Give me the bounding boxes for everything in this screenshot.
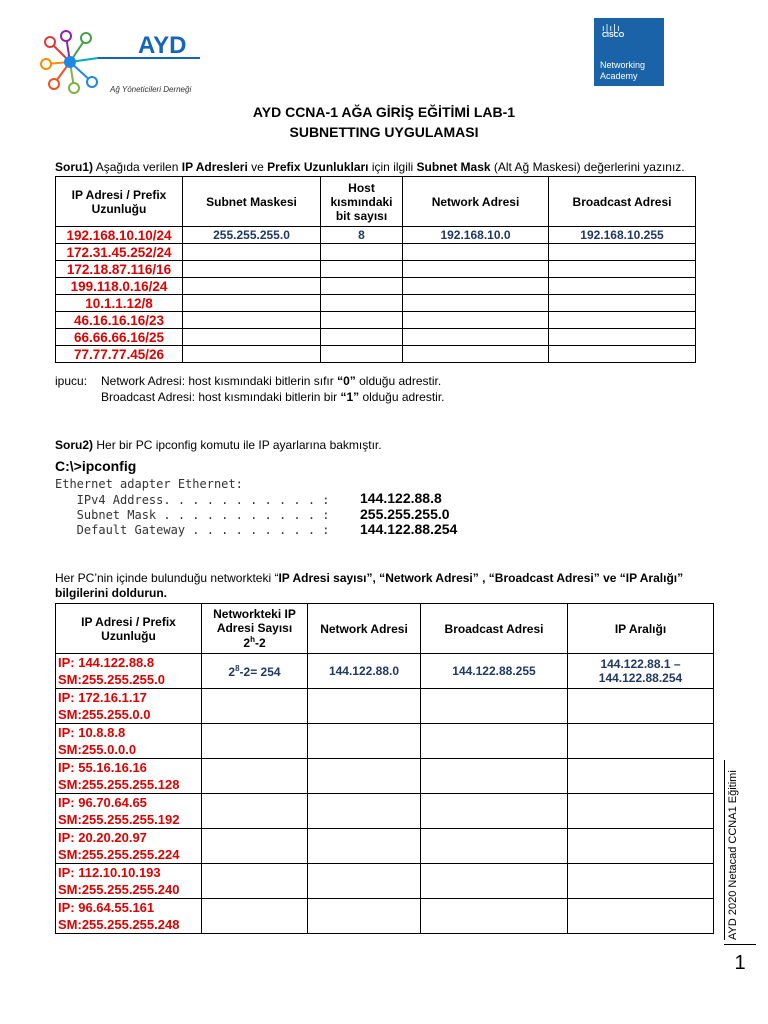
q1-mask-cell[interactable] <box>183 295 321 312</box>
ipconfig-gateway-label: Default Gateway . . . . . . . . . : <box>55 523 330 537</box>
table-row <box>56 794 714 829</box>
q2-header-count-label: Networkteki IP Adresi Sayısı <box>213 607 296 635</box>
q2-task-bold: IP Aralığı <box>625 571 678 585</box>
q1-header-cell: Network Adresi <box>403 177 549 227</box>
hint-text: Network Adresi: host kısmındaki bitlerin sıfır <box>101 374 338 388</box>
formula-exp: h <box>250 635 255 644</box>
q2-count-cell[interactable] <box>202 759 308 794</box>
ip-text: IP: 20.20.20.97 <box>58 830 147 845</box>
cisco-brand: CISCO <box>602 32 625 39</box>
q2-task <box>55 571 695 601</box>
q1-instr-text: (Alt Ağ Maskesi) değerlerini yazınız. <box>490 160 685 174</box>
q1-header-cell: IP Adresi / Prefix Uzunluğu <box>56 177 183 227</box>
table-row <box>56 829 714 864</box>
ipconfig-gateway-value: 144.122.88.254 <box>360 521 458 537</box>
q2-header-cell: Network Adresi <box>308 604 421 654</box>
q2-table <box>55 603 714 934</box>
ipconfig-ipv4-label: IPv4 Address. . . . . . . . . . . : <box>55 493 330 507</box>
q1-mask-cell[interactable] <box>183 261 321 278</box>
q1-table <box>55 176 696 363</box>
q2-network-cell[interactable] <box>308 759 421 794</box>
q2-header-cell: Broadcast Adresi <box>421 604 568 654</box>
cisco-bars-icon: ı|ı|ı <box>602 24 621 34</box>
q1-header-cell: Subnet Maskesi <box>183 177 321 227</box>
q2-instr-text: Her bir PC ipconfig komutu ile IP ayarlarına bakmıştır. <box>93 438 382 452</box>
q1-network-cell[interactable] <box>403 295 549 312</box>
q2-range-cell[interactable] <box>568 864 714 899</box>
q2-network-cell[interactable] <box>308 689 421 724</box>
mask-text: SM:255.255.255.0 <box>58 672 165 687</box>
q1-ip-cell: 172.18.87.116/16 <box>56 261 183 278</box>
q1-ip-cell: 66.66.66.16/25 <box>56 329 183 346</box>
q2-task-quote: ” ve “ <box>593 571 626 585</box>
q1-broadcast-cell[interactable] <box>549 346 696 363</box>
table-row <box>56 227 696 244</box>
table-row <box>56 261 696 278</box>
q2-task-bold: IP Adresi sayısı <box>278 571 367 585</box>
q1-instr-text: ve <box>247 160 268 174</box>
q1-hostbits-cell[interactable] <box>321 346 403 363</box>
q2-label: Soru2) <box>55 438 94 452</box>
q1-broadcast-cell[interactable] <box>549 312 696 329</box>
q2-header-cell: IP Adresi / Prefix Uzunluğu <box>56 604 202 654</box>
count-rest: -2= 254 <box>239 664 281 679</box>
ayd-logo-subtitle: Ağ Yöneticileri Derneği <box>110 85 192 94</box>
q2-count-cell[interactable] <box>202 864 308 899</box>
ipconfig-adapter: Ethernet adapter Ethernet: <box>55 477 243 491</box>
q2-task-quote: ” , “ <box>472 571 495 585</box>
hint-text: olduğu adrestir. <box>359 390 445 404</box>
q1-broadcast-cell[interactable] <box>549 278 696 295</box>
count-base: 2 <box>228 664 236 679</box>
q2-network-cell[interactable] <box>308 899 421 934</box>
q2-header-count <box>202 604 308 654</box>
q2-task-bold: Network Adresi <box>385 571 473 585</box>
ayd-logo-graphic <box>40 28 210 98</box>
q2-task-quote: ”, “ <box>366 571 386 585</box>
table-row <box>56 724 714 759</box>
q2-header-cell: IP Aralığı <box>568 604 714 654</box>
hint-text: olduğu adrestir. <box>355 374 442 388</box>
q1-header-row <box>56 177 696 227</box>
side-divider <box>724 760 725 940</box>
q1-mask-cell[interactable] <box>183 278 321 295</box>
q1-hostbits-cell[interactable] <box>321 312 403 329</box>
q2-task-bold: Broadcast Adresi <box>494 571 594 585</box>
q1-ip-cell: 77.77.77.45/26 <box>56 346 183 363</box>
count-exp: 8 <box>235 663 240 673</box>
table-row <box>56 329 696 346</box>
q1-instruction <box>55 160 745 174</box>
mask-text: SM:255.255.255.128 <box>58 777 180 792</box>
q1-network-cell[interactable] <box>403 261 549 278</box>
q1-broadcast-cell: 192.168.10.255 <box>549 227 696 244</box>
q1-ip-cell: 10.1.1.12/8 <box>56 295 183 312</box>
table-row <box>56 244 696 261</box>
mask-text: SM:255.255.0.0 <box>58 707 151 722</box>
q2-task-text: Her PC’nin içinde bulunduğu networkteki “ <box>55 571 279 585</box>
table-row <box>56 899 714 934</box>
hint-label: ipucu: <box>55 374 88 388</box>
q1-mask-cell[interactable] <box>183 312 321 329</box>
cisco-line2: Academy <box>600 71 638 81</box>
mask-text: SM:255.255.255.224 <box>58 847 180 862</box>
formula-rest: -2 <box>254 636 266 650</box>
table-row <box>56 759 714 794</box>
q1-broadcast-cell[interactable] <box>549 295 696 312</box>
mask-text: SM:255.255.255.248 <box>58 917 180 932</box>
ayd-logo-text: AYD <box>138 32 187 59</box>
table-row <box>56 689 714 724</box>
q1-instr-bold: IP Adresleri <box>181 160 248 174</box>
page-number-divider <box>724 944 756 945</box>
q2-broadcast-cell[interactable] <box>421 724 568 759</box>
page-number: 1 <box>734 952 746 974</box>
ipconfig-command: C:\>ipconfig <box>55 458 137 474</box>
q2-range-cell[interactable] <box>568 899 714 934</box>
ip-text: IP: 55.16.16.16 <box>58 760 147 775</box>
q2-range-cell[interactable] <box>568 794 714 829</box>
q2-header-row <box>56 604 714 654</box>
ip-text: IP: 96.70.64.65 <box>58 795 147 810</box>
q1-hostbits-cell[interactable] <box>321 329 403 346</box>
ip-text: IP: 10.8.8.8 <box>58 725 126 740</box>
q1-network-cell[interactable] <box>403 278 549 295</box>
q1-label: Soru1) <box>55 160 94 174</box>
side-footer-text: AYD 2020 Netacad CCNA1 Eğitimi <box>727 770 739 940</box>
q2-count-cell[interactable] <box>202 689 308 724</box>
q1-network-cell[interactable] <box>403 346 549 363</box>
formula-base: 2 <box>243 636 251 650</box>
cisco-line1: Networking <box>600 60 646 70</box>
q2-ip-cell <box>56 829 202 864</box>
q1-header-cell: Host kısmındaki bit sayısı <box>321 177 403 227</box>
q1-hostbits-cell[interactable] <box>321 244 403 261</box>
q1-network-cell[interactable] <box>403 329 549 346</box>
q2-range-cell[interactable] <box>568 724 714 759</box>
mask-text: SM:255.255.255.192 <box>58 812 180 827</box>
range-end: 144.122.88.254 <box>598 671 683 685</box>
hint-broadcast <box>101 390 445 404</box>
hint-bold: “0” <box>337 374 356 388</box>
q1-instr-text: için ilgili <box>368 160 417 174</box>
table-row <box>56 295 696 312</box>
q1-ip-cell: 46.16.16.16/23 <box>56 312 183 329</box>
ip-text: IP: 96.64.55.161 <box>58 900 155 915</box>
table-row <box>56 654 714 689</box>
q1-ip-cell: 192.168.10.10/24 <box>56 227 183 244</box>
q1-instr-text: Aşağıda verilen <box>93 160 182 174</box>
q1-network-cell[interactable] <box>403 312 549 329</box>
q1-mask-cell[interactable] <box>183 329 321 346</box>
q1-instr-bold: Prefix Uzunlukları <box>267 160 369 174</box>
q2-network-cell[interactable] <box>308 794 421 829</box>
page-title-line1: AYD CCNA-1 AĞA GİRİŞ EĞİTİMİ LAB-1 <box>252 104 516 120</box>
q1-broadcast-cell[interactable] <box>549 244 696 261</box>
q1-mask-cell[interactable] <box>183 244 321 261</box>
q2-network-cell[interactable] <box>308 724 421 759</box>
q2-ip-cell <box>56 794 202 829</box>
hint-network <box>101 374 441 388</box>
q2-ip-cell <box>56 759 202 794</box>
q2-broadcast-cell[interactable] <box>421 759 568 794</box>
q1-hostbits-cell[interactable] <box>321 295 403 312</box>
q2-ip-cell <box>56 654 202 689</box>
ipconfig-mask-label: Subnet Mask . . . . . . . . . . . : <box>55 508 330 522</box>
q2-ip-cell <box>56 689 202 724</box>
q2-broadcast-cell[interactable] <box>421 899 568 934</box>
q1-ip-cell: 172.31.45.252/24 <box>56 244 183 261</box>
q2-ip-cell <box>56 724 202 759</box>
q2-ip-cell <box>56 899 202 934</box>
q2-count-cell[interactable] <box>202 899 308 934</box>
q1-hostbits-cell: 8 <box>321 227 403 244</box>
q2-count-cell[interactable] <box>202 794 308 829</box>
range-start: 144.122.88.1 – <box>600 657 681 671</box>
mask-text: SM:255.255.255.240 <box>58 882 180 897</box>
q1-network-cell: 192.168.10.0 <box>403 227 549 244</box>
hint-text: Broadcast Adresi: host kısmındaki bitlerin bir <box>101 390 341 404</box>
ayd-logo <box>40 28 210 98</box>
q2-count-cell[interactable] <box>202 829 308 864</box>
q2-range-cell <box>568 654 714 689</box>
hint-bold: “1” <box>340 390 360 404</box>
q1-header-cell: Broadcast Adresi <box>549 177 696 227</box>
q2-count-cell[interactable] <box>202 724 308 759</box>
q1-broadcast-cell[interactable] <box>549 329 696 346</box>
q2-broadcast-cell[interactable] <box>421 864 568 899</box>
page-title-line2: SUBNETTING UYGULAMASI <box>289 124 479 140</box>
ipconfig-ipv4-value: 144.122.88.8 <box>360 490 442 506</box>
ipconfig-mask-value: 255.255.255.0 <box>360 506 450 522</box>
q2-instruction <box>55 438 382 452</box>
table-row <box>56 346 696 363</box>
q1-hostbits-cell[interactable] <box>321 278 403 295</box>
q1-hostbits-cell[interactable] <box>321 261 403 278</box>
q1-mask-cell[interactable] <box>183 346 321 363</box>
q2-range-cell[interactable] <box>568 689 714 724</box>
q2-broadcast-cell[interactable] <box>421 829 568 864</box>
q2-task-text: ” bilgilerini doldurun. <box>55 571 684 600</box>
q2-ip-cell <box>56 864 202 899</box>
q2-broadcast-cell[interactable] <box>421 689 568 724</box>
table-row <box>56 312 696 329</box>
q1-broadcast-cell[interactable] <box>549 261 696 278</box>
mask-text: SM:255.0.0.0 <box>58 742 137 757</box>
q2-network-cell: 144.122.88.0 <box>308 654 421 689</box>
ip-text: IP: 112.10.10.193 <box>58 865 161 880</box>
ip-text: IP: 172.16.1.17 <box>58 690 147 705</box>
q2-range-cell[interactable] <box>568 759 714 794</box>
q2-network-cell[interactable] <box>308 864 421 899</box>
q1-instr-bold: Subnet Mask <box>416 160 491 174</box>
q2-broadcast-cell: 144.122.88.255 <box>421 654 568 689</box>
q2-range-cell[interactable] <box>568 829 714 864</box>
table-row <box>56 278 696 295</box>
q2-count-cell <box>202 654 308 689</box>
cisco-academy-logo <box>594 18 664 86</box>
q1-mask-cell: 255.255.255.0 <box>183 227 321 244</box>
q2-network-cell[interactable] <box>308 829 421 864</box>
q1-network-cell[interactable] <box>403 244 549 261</box>
q1-ip-cell: 199.118.0.16/24 <box>56 278 183 295</box>
table-row <box>56 864 714 899</box>
q2-broadcast-cell[interactable] <box>421 794 568 829</box>
ip-text: IP: 144.122.88.8 <box>58 655 155 670</box>
